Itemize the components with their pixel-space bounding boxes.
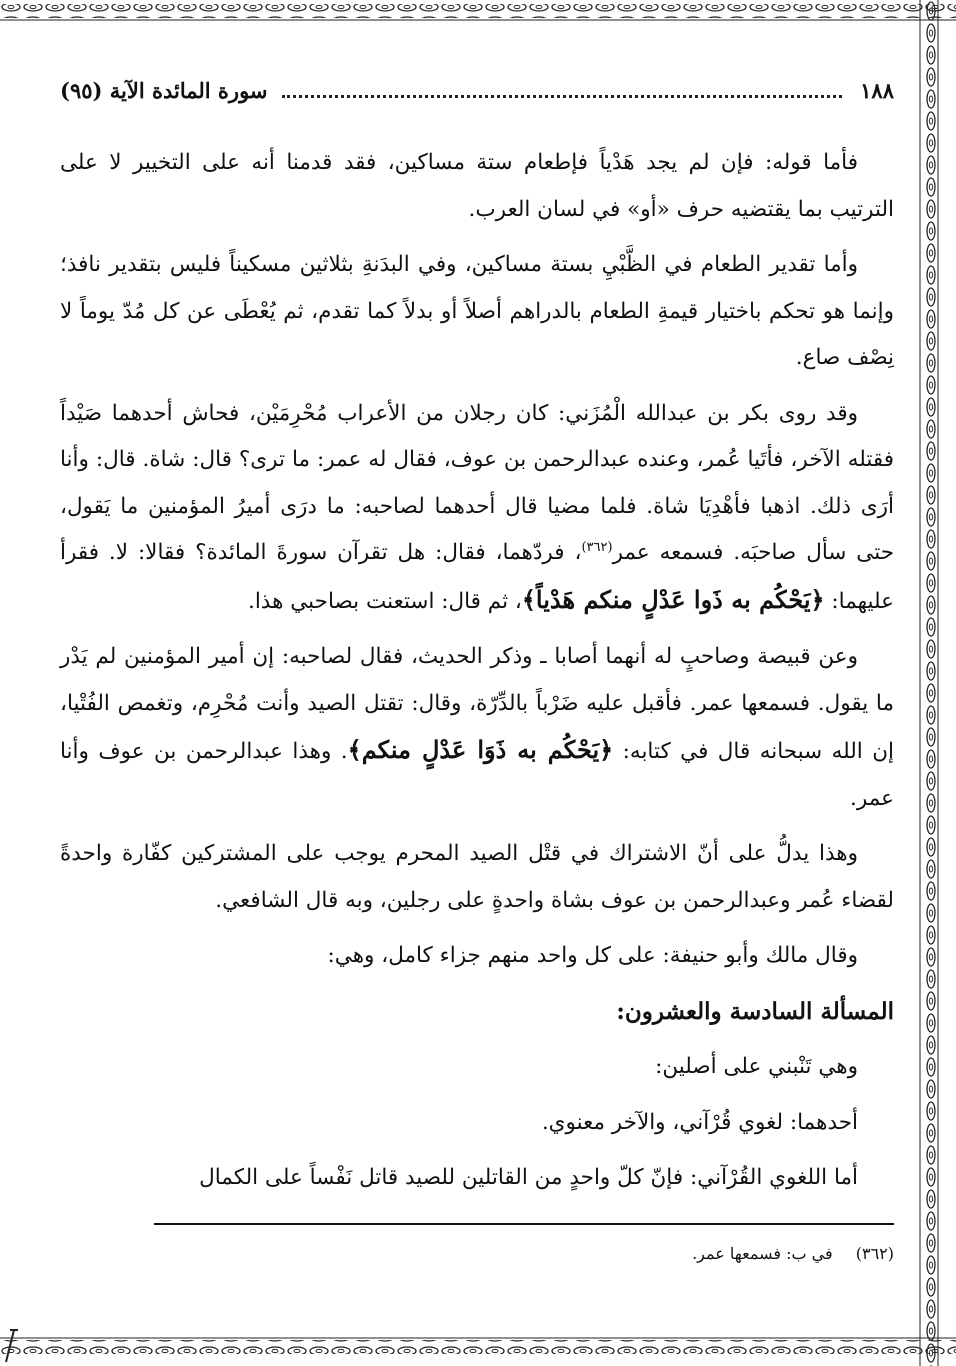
quran-quote: ﴿يَحْكُم به ذَوا عَدْلٍ منكم هَدْياً﴾	[521, 584, 825, 614]
footnote-number: (٣٦٢)	[855, 1244, 894, 1263]
paragraph-3-text-b: ، فردّهما، فقال: هل تقرآن سورةَ المائدة؟ فقالا: لا. فقرأ عليهما:	[60, 540, 894, 614]
paragraph-5: وهذا يدلُّ على أنّ الاشتراك في قتْل الصيد المحرم يوجب على المشتركين كفّارة واحدةً لقضاء عُمر وعبدالرحمن بن عوف بشاة واحدةٍ على رجلين، وبه قال الشافعي.	[60, 841, 894, 913]
main-text	[60, 140, 894, 1211]
paragraph-7: وهي تَنْبني على أصلين:	[655, 1054, 858, 1079]
running-title: سورة المائدة الآية (٩٥)	[60, 77, 268, 103]
paragraph-3-text-a: وقد روى بكر بن عبدالله الْمُزَني: كان رجلان من الأعراب مُحْرِمَيْن، فحاش أحدهما صَيْداً فقتله الآخر، فأتَيا عُمر، وعنده عبدالرحمن بن عوف، فقال له عمر: ما ترى؟ قال: شاة. قال: وأنا أرَى ذلك. اذهبا فأهْدِيَا شاة. فلما مضيا قال أحدهما لصاحبه: ما درَى أميرُ المؤمنين ما يَقول، حتى سأل صاحبَه. فسمعه عمر	[60, 400, 895, 565]
footnote-reference: (٣٦٢)	[581, 539, 613, 555]
book-page	[60, 60, 894, 1320]
paragraph-9: أما اللغوي القُرْآني: فإنّ كلّ واحدٍ من القاتلين للصيد قاتل نَفْساً على الكمال	[199, 1165, 858, 1190]
paragraph-4	[60, 634, 894, 822]
paragraph-8: أحدهما: لغوي قُرْآني، والآخر معنوي.	[541, 1109, 858, 1135]
paragraph-3-text-c: ، ثم قال: استعنت بصاحبي هذا.	[248, 588, 522, 614]
footnote-text: في ب: فسمعها عمر.	[692, 1244, 833, 1263]
paragraph-4-text-b: . وهذا عبدالرحمن بن عوف وأنا عمر.	[60, 739, 894, 811]
paragraph-3	[60, 391, 894, 626]
paragraph-2: وأما تقدير الطعام في الظَّبْيِ بستة مساكين، وفي البدَنةِ بثلاثين مسكيناً فليس بتقدير نافذ؛ وإنما هو تحكم باختيار قيمةِ الطعام بالدراهم أصلاً أو بدلاً كما تقدم، ثم يُعْطَى عن كل مُدّ يوماً لا نِصْف صاع.	[60, 252, 894, 370]
section-heading: المسألة السادسة والعشرون:	[616, 997, 894, 1025]
quran-quote: ﴿يَحْكُم به ذَوَا عَدْلٍ منكم﴾	[347, 735, 614, 764]
page-number: ١٨٨	[860, 77, 894, 103]
footnote	[60, 1240, 894, 1268]
running-header	[60, 70, 894, 110]
paragraph-4-text-a: وعن قبيصة وصاحبٍ له أنهما أصابا ـ وذكر الحديث، فقال لصاحبه: إن أمير المؤمنين لم يَدْر ما يقول. فسمعها عمر. فأقبل عليه ضَرْباً بالدِّرّة، وقال: تقتل الصيد وأنت مُحْرِم، وتغمص الفُتْيا، إن الله سبحانه قال في كتابه:	[60, 644, 894, 764]
header-leader-dots	[282, 95, 843, 98]
paragraph-6: وقال مالك وأبو حنيفة: على كل واحد منهم جزاء كامل، وهي:	[327, 943, 858, 968]
footnote-divider	[154, 1223, 894, 1225]
paragraph-1: فأما قوله: فإن لم يجد هَدْياً فإطعام ستة مساكين، فقد قدمنا أنه على التخيير لا على الترتيب بما يقتضيه حرف «أو» في لسان العرب.	[60, 150, 894, 222]
